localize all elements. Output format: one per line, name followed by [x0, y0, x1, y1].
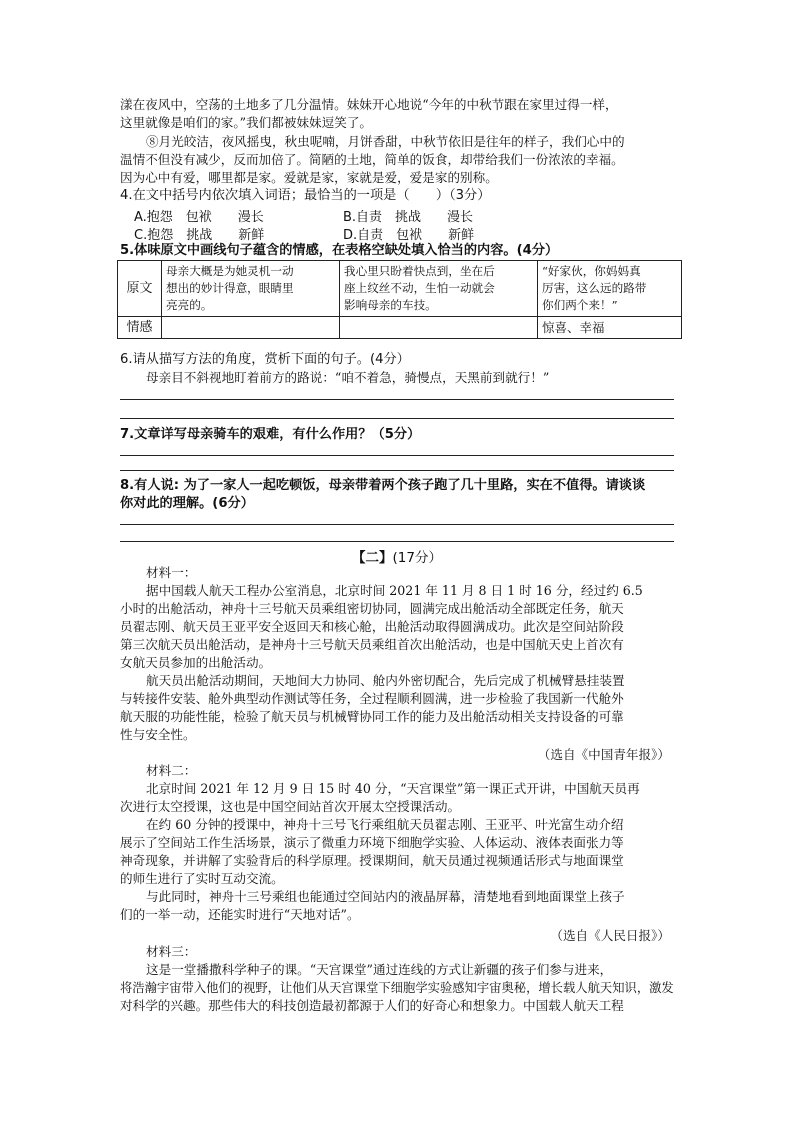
- question-4-option-b: B.自责 挑战 漫长: [343, 210, 474, 225]
- material-2-label: 材料二：: [146, 763, 197, 778]
- table-cell-emotion-1-blank[interactable]: [162, 317, 340, 339]
- answer-line[interactable]: [120, 399, 674, 400]
- table-cell-original-1: 母亲大概是为她灵机一动 想出的妙计得意，眼睛里 亮亮的。: [162, 261, 340, 317]
- question-4-option-a: A.抱怨 包袱 漫长: [134, 210, 264, 225]
- material-1-text: 与转接件安装、舱外典型动作测试等任务，全过程顺利圆满，进一步检验了我国新一代舱外: [120, 691, 624, 706]
- table-cell-original-3: “好家伙，你妈妈真 厉害，这么远的路带 你们两个来！”: [538, 261, 682, 317]
- material-2-text: 在约 60 分钟的授课中，神舟十三号飞行乘组航天员翟志刚、王亚平、叶光富生动介绍: [146, 817, 624, 832]
- material-3-text: 对科学的兴趣。那些伟大的科技创造最初都源于人们的好奇心和想象力。中国载人航天工程: [120, 998, 624, 1013]
- question-7-stem: 7.文章详写母亲骑车的艰难，有什么作用？（5分）: [120, 427, 421, 442]
- material-1-label: 材料一：: [146, 565, 197, 580]
- question-6-quote: 母亲目不斜视地盯着前方的路说：“咱不着急，骑慢点，天黑前到就行！”: [146, 370, 550, 385]
- material-1-text: 女航天员参加的出舱活动。: [120, 655, 272, 670]
- question-4-option-d: D.自责 包袱 新鲜: [343, 228, 475, 243]
- material-3-text: 这是一堂播撒科学种子的课。“天宫课堂”通过连线的方式让新疆的孩子们参与进来，: [146, 962, 613, 977]
- material-1-text: 航天服的功能性能，检验了航天员与机械臂协同工作的能力及出舱活动相关支持设备的可靠: [120, 709, 624, 724]
- passage-line: 这里就像是咱们的家。”我们都被妹妹逗笑了。: [120, 115, 373, 130]
- question-5-stem: 5.体味原文中画线句子蕴含的情感，在表格空缺处填入恰当的内容。(4分）: [120, 243, 559, 258]
- material-2-text: 神奇现象，并讲解了实验背后的科学原理。授课期间，航天员通过视频通话形式与地面课堂: [120, 853, 624, 868]
- material-3-text: 将浩瀚宇宙带入他们的视野，让他们从天宫课堂下细胞学实验感知宇宙奥秘，增长载人航天知识，激发: [120, 980, 674, 995]
- table-cell-emotion-3: 惊喜、幸福: [538, 317, 682, 339]
- material-2-text: 次进行太空授课，这也是中国空间站首次开展太空授课活动。: [120, 799, 461, 814]
- table-cell-emotion-2-blank[interactable]: [340, 317, 538, 339]
- material-1-text: 小时的出舱活动，神舟十三号航天员乘组密切协同，圆满完成出舱活动全部既定任务，航天: [120, 601, 624, 616]
- table-row-label: 情感: [118, 317, 162, 339]
- passage-line: 温情不但没有减少，反而加倍了。简陋的土地，简单的饭食，却带给我们一份浓浓的幸福。: [120, 152, 624, 167]
- answer-line[interactable]: [120, 470, 674, 471]
- material-1-text: 据中国载人航天工程办公室消息，北京时间 2021 年 11 月 8 日 1 时 16 分，经过约 6.5: [146, 583, 643, 598]
- answer-line[interactable]: [120, 418, 674, 419]
- material-1-text: 性与安全性。: [120, 727, 196, 742]
- answer-line[interactable]: [120, 524, 674, 525]
- material-1-text: 第三次航天员出舱活动，是神舟十三号航天员乘组首次出舱活动，也是中国航天史上首次有: [120, 637, 624, 652]
- table-row-label: 原文: [118, 261, 162, 317]
- material-1-source: （选自《中国青年报》）: [537, 747, 670, 762]
- table-cell-original-2: 我心里只盼着快点到，坐在后 座上纹丝不动，生怕一动就会 影响母亲的车技。: [340, 261, 538, 317]
- question-8-stem: 你对此的理解。(6分）: [120, 496, 254, 511]
- material-2-text: 展示了空间站工作生活场景，演示了微重力环境下细胞学实验、人体运动、液体表面张力等: [120, 835, 624, 850]
- passage-paragraph-8: ⑧月光皎洁，夜风摇曳，秋虫呢喃，月饼香甜，中秋节依旧是往年的样子，我们心中的: [146, 134, 625, 149]
- passage-line: 漾在夜风中，空荡的土地多了几分温情。妹妹开心地说“今年的中秋节跟在家里过得一样，: [120, 97, 618, 112]
- material-2-text: 的师生进行了实时互动交流。: [120, 871, 284, 886]
- material-1-text: 航天员出舱活动期间，天地间大力协同、舱内外密切配合，先后完成了机械臂悬挂装置: [146, 673, 625, 688]
- question-5-table: [117, 260, 682, 339]
- material-2-text: 与此同时，神舟十三号乘组也能通过空间站内的液晶屏幕，清楚地看到地面课堂上孩子: [146, 889, 625, 904]
- material-2-source: （选自《人民日报》）: [550, 928, 670, 943]
- question-4-stem: 4.在文中括号内依次填入词语；最恰当的一项是（ ）（3分）: [120, 188, 491, 203]
- question-4-option-c: C.抱怨 挑战 新鲜: [134, 228, 265, 243]
- question-8-stem: 8.有人说: 为了一家人一起吃顿饭，母亲带着两个孩子跑了几十里路，实在不值得。请谈谈: [120, 478, 646, 493]
- material-2-text: 们的一举一动，还能实时进行“天地对话”。: [120, 907, 360, 922]
- passage-line: 因为心中有爱，哪里都是家。爱就是家，家就是爱，爱是家的别称。: [120, 170, 498, 185]
- question-6-stem: 6.请从描写方法的角度，赏析下面的句子。(4分）: [120, 352, 410, 367]
- section-heading: 【二】(17分）: [352, 550, 442, 566]
- material-3-label: 材料三：: [146, 944, 197, 959]
- material-1-text: 员翟志刚、航天员王亚平安全返回天和核心舱，出舱活动取得圆满成功。此次是空间站阶段: [120, 619, 624, 634]
- material-2-text: 北京时间 2021 年 12 月 9 日 15 时 40 分，“天宫课堂”第一课正式开讲，中国航天员再: [146, 781, 640, 796]
- answer-line[interactable]: [120, 455, 674, 456]
- answer-line[interactable]: [120, 541, 674, 542]
